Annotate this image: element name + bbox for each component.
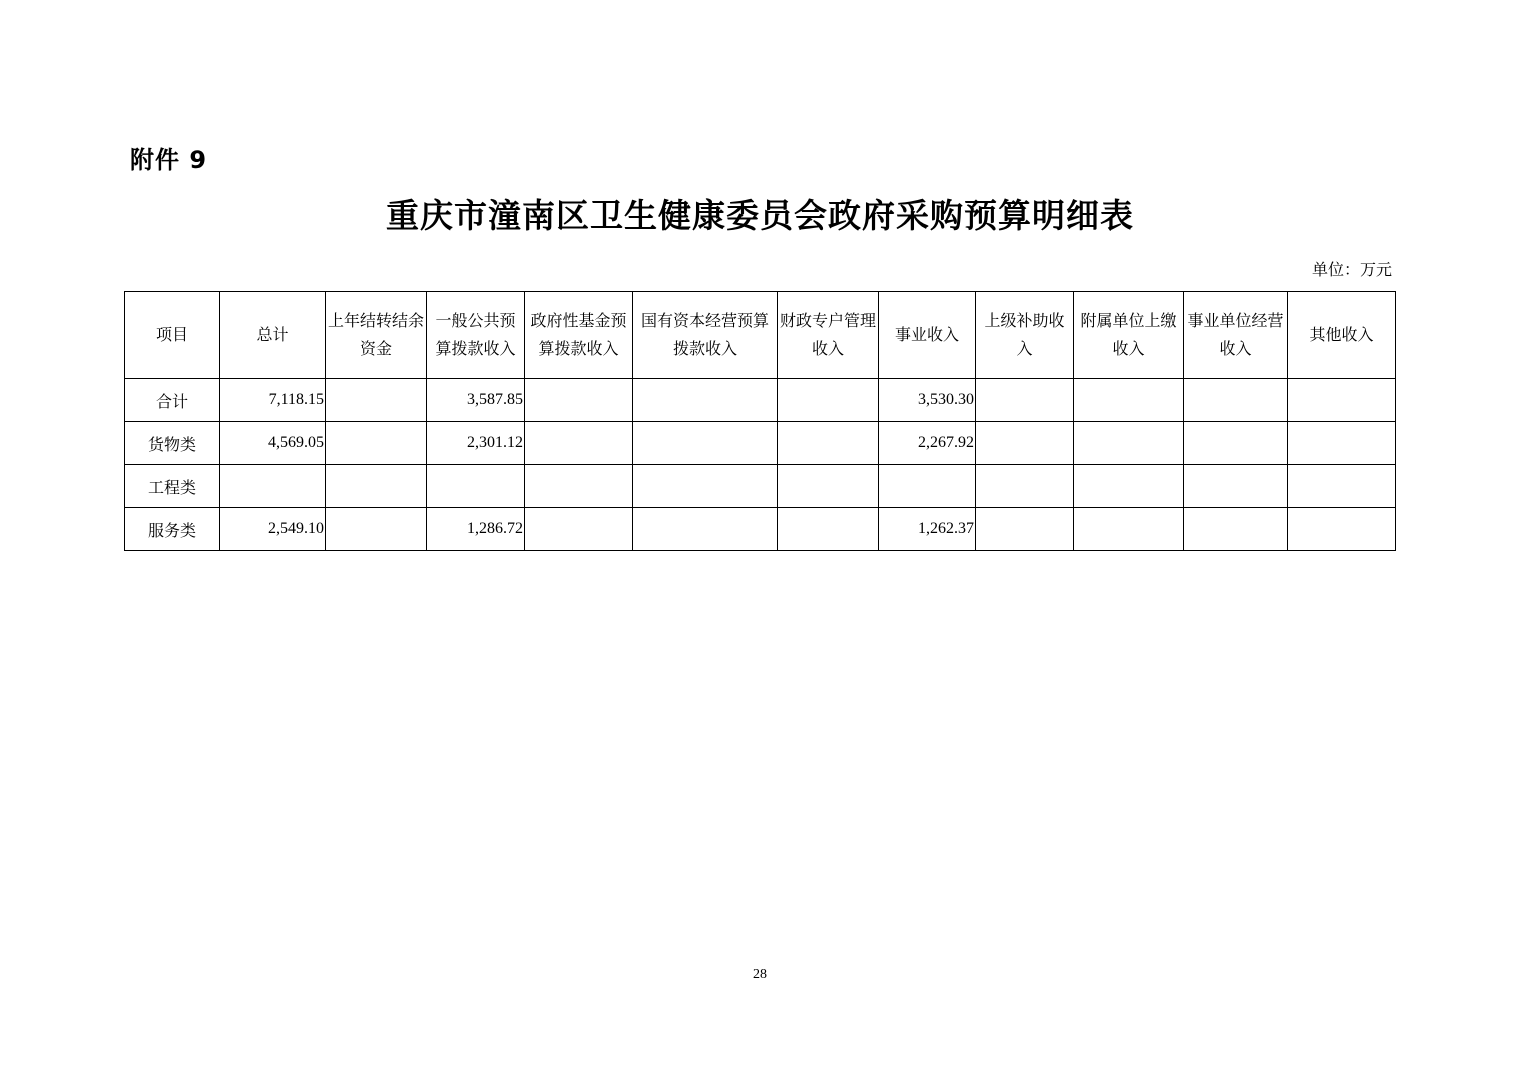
column-header: 国有资本经营预算拨款收入 (633, 292, 778, 379)
table-cell (427, 465, 525, 508)
procurement-budget-table (124, 291, 1396, 551)
table-cell (778, 508, 879, 551)
table-cell (326, 465, 427, 508)
table-cell (1184, 379, 1288, 422)
table-cell: 4,569.05 (220, 422, 326, 465)
table-cell (633, 379, 778, 422)
table-cell: 2,301.12 (427, 422, 525, 465)
table-cell (1288, 508, 1396, 551)
attachment-label: 附件 9 (130, 146, 208, 174)
table-cell: 工程类 (125, 465, 220, 508)
table-cell (326, 422, 427, 465)
table-cell (1184, 422, 1288, 465)
table-cell (220, 465, 326, 508)
table-cell (879, 465, 976, 508)
table-cell (1184, 465, 1288, 508)
table-cell: 3,587.85 (427, 379, 525, 422)
table-cell (976, 379, 1074, 422)
table-cell (633, 465, 778, 508)
table-cell (1184, 508, 1288, 551)
table-cell (525, 465, 633, 508)
table-cell: 2,267.92 (879, 422, 976, 465)
table-cell: 3,530.30 (879, 379, 976, 422)
table-row (125, 465, 1396, 508)
table-cell (525, 422, 633, 465)
column-header: 财政专户管理收入 (778, 292, 879, 379)
table-cell (326, 508, 427, 551)
column-header: 其他收入 (1288, 292, 1396, 379)
column-header: 一般公共预算拨款收入 (427, 292, 525, 379)
table-cell (1288, 422, 1396, 465)
table-cell: 1,286.72 (427, 508, 525, 551)
table-cell (1288, 465, 1396, 508)
table-cell (1074, 465, 1184, 508)
column-header: 附属单位上缴收入 (1074, 292, 1184, 379)
table-row (125, 379, 1396, 422)
table-row (125, 422, 1396, 465)
page-number: 28 (753, 967, 767, 982)
table-cell (326, 379, 427, 422)
table-cell: 7,118.15 (220, 379, 326, 422)
table-cell (1074, 422, 1184, 465)
table-cell (976, 508, 1074, 551)
table-cell (1074, 379, 1184, 422)
table-cell (1288, 379, 1396, 422)
column-header: 上级补助收入 (976, 292, 1074, 379)
table-cell (633, 422, 778, 465)
table-cell: 合计 (125, 379, 220, 422)
table-cell (525, 508, 633, 551)
table-cell (976, 465, 1074, 508)
column-header: 上年结转结余资金 (326, 292, 427, 379)
page-title: 重庆市潼南区卫生健康委员会政府采购预算明细表 (386, 196, 1134, 235)
unit-label: 单位：万元 (1311, 260, 1392, 279)
table-cell (976, 422, 1074, 465)
table-cell: 2,549.10 (220, 508, 326, 551)
table-cell (633, 508, 778, 551)
table-header-row (125, 292, 1396, 379)
column-header: 政府性基金预算拨款收入 (525, 292, 633, 379)
table-cell: 1,262.37 (879, 508, 976, 551)
table-cell (778, 422, 879, 465)
table-cell (525, 379, 633, 422)
table-cell (778, 465, 879, 508)
column-header: 项目 (125, 292, 220, 379)
table-cell (1074, 508, 1184, 551)
table-cell (778, 379, 879, 422)
table-cell: 服务类 (125, 508, 220, 551)
column-header: 总计 (220, 292, 326, 379)
column-header: 事业收入 (879, 292, 976, 379)
table-cell: 货物类 (125, 422, 220, 465)
column-header: 事业单位经营收入 (1184, 292, 1288, 379)
table-row (125, 508, 1396, 551)
